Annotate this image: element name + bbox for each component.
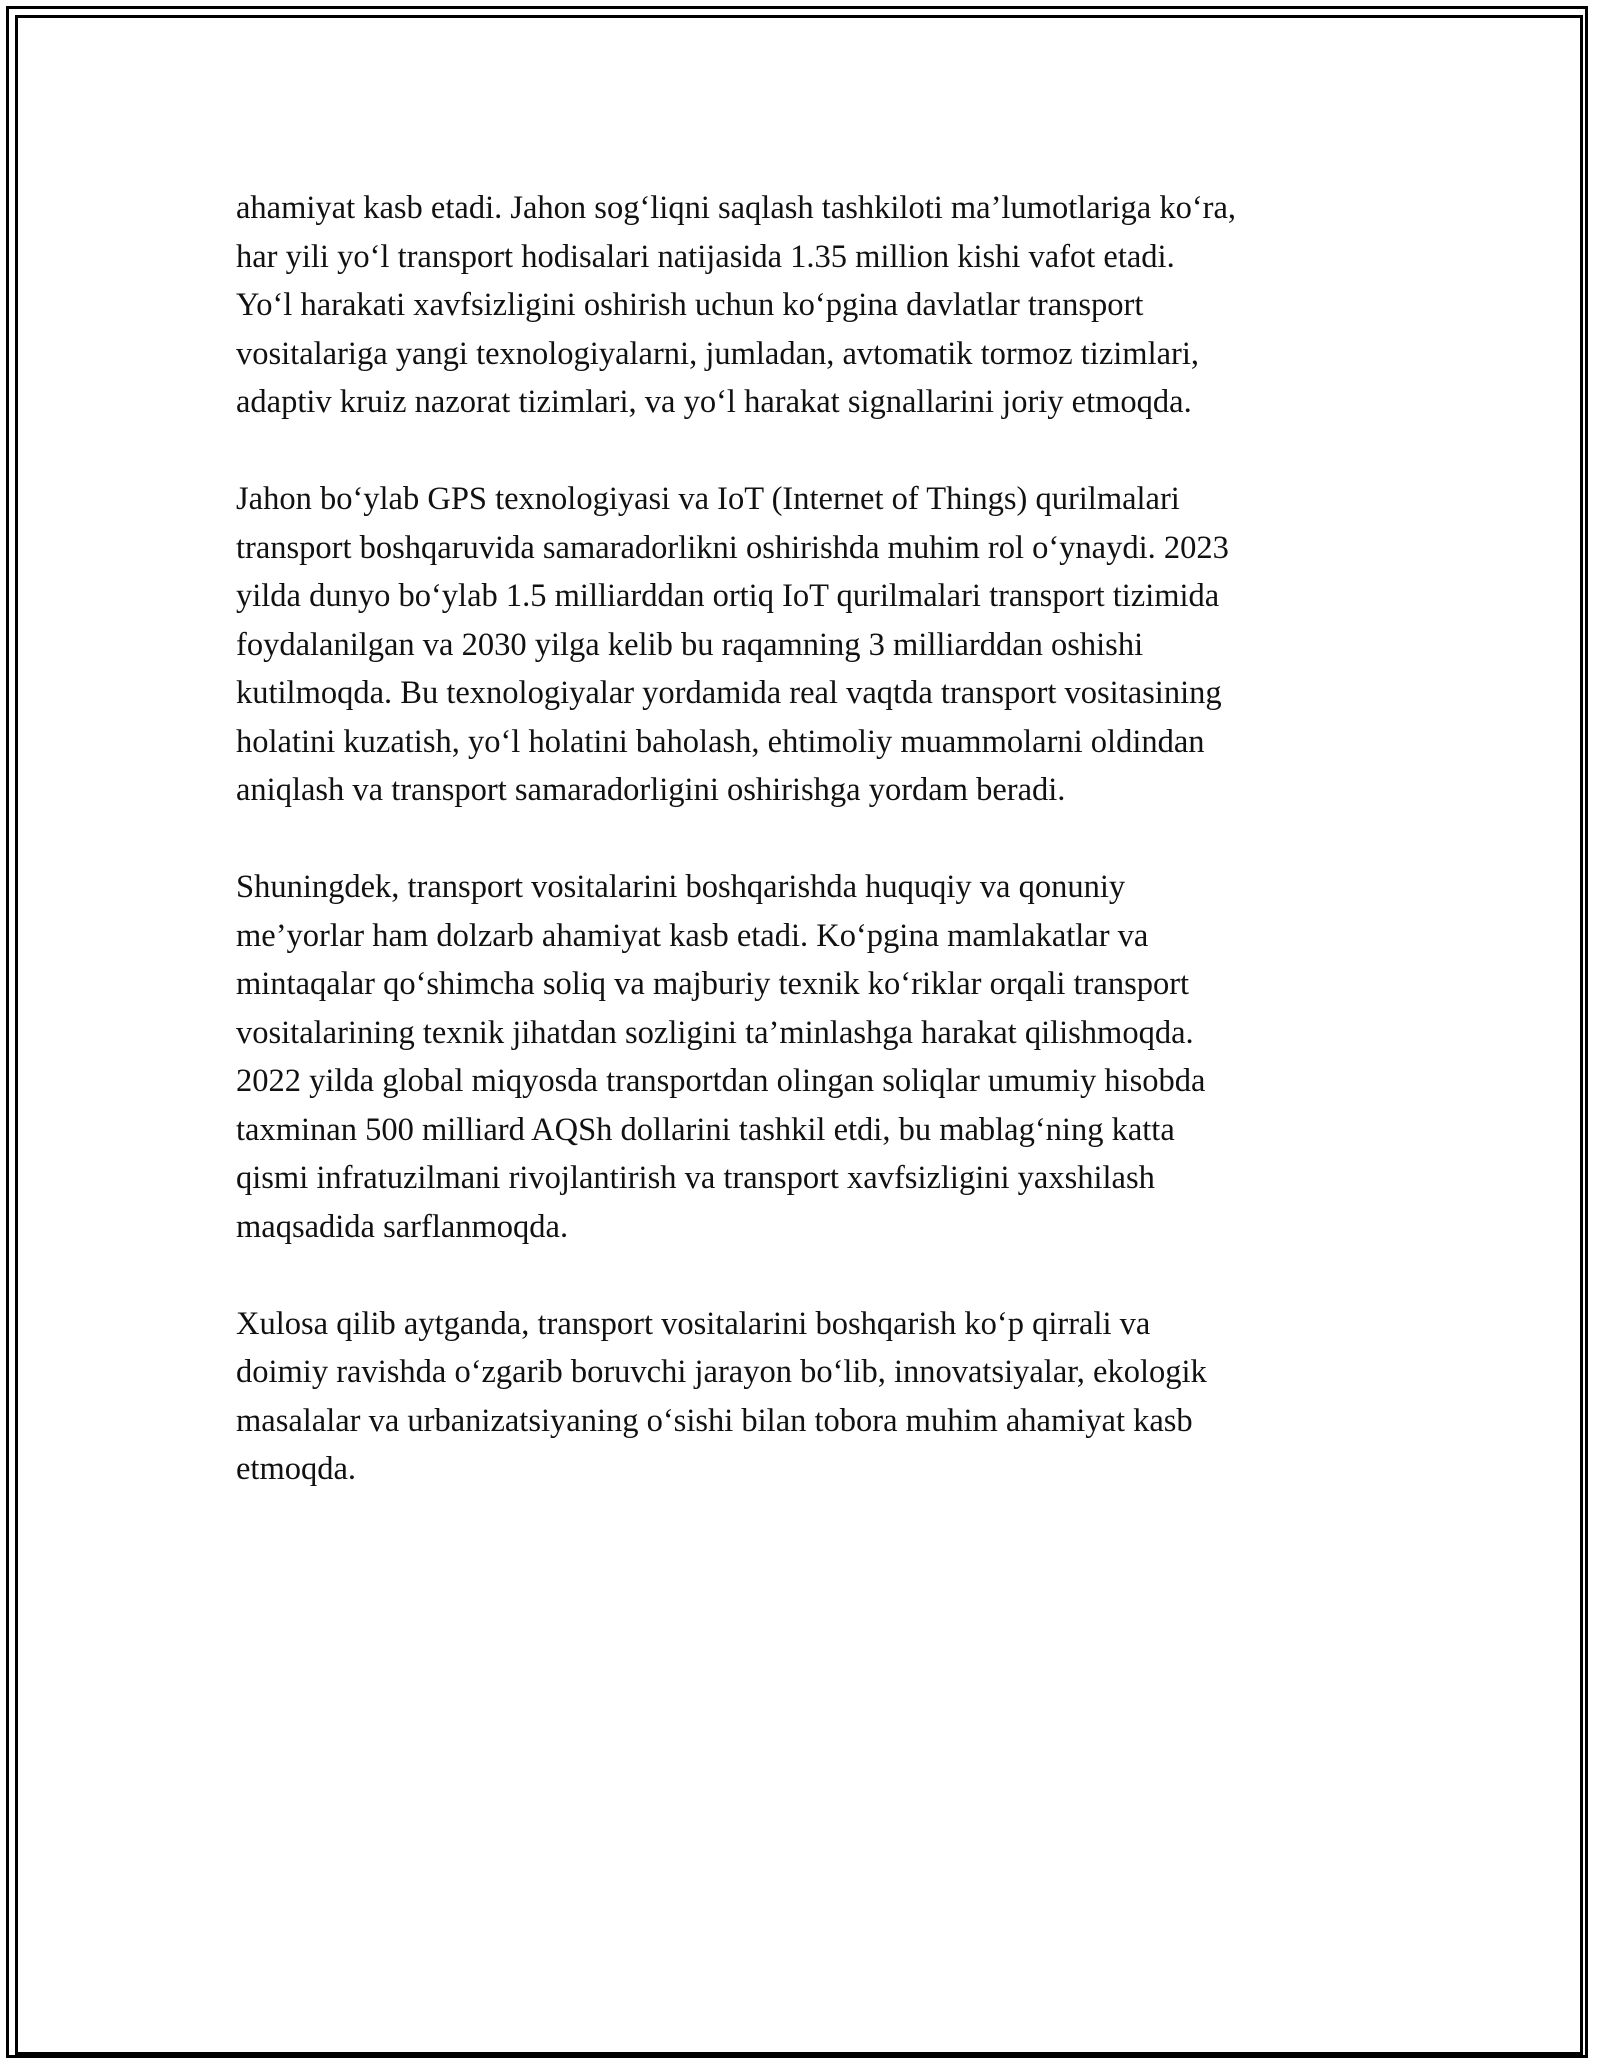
text-line: Yo‘l harakati xavfsizligini oshirish uchun ko‘pgina davlatlar transport <box>236 287 1144 323</box>
text-line: maqsadida sarflanmoqda. <box>236 1208 569 1245</box>
text-line: foydalanilgan va 2030 yilga kelib bu raqamning 3 milliarddan oshishi <box>236 626 1144 663</box>
text-line: ahamiyat kasb etadi. Jahon sog‘liqni saqlash tashkiloti ma’lumotlariga ko‘ra, <box>236 190 1237 226</box>
text-line: 2022 yilda global miqyosda transportdan olingan soliqlar umumiy hisobda <box>236 1063 1206 1099</box>
text-line: Xulosa qilib aytganda, transport vositalarini boshqarish ko‘p qirrali va <box>236 1305 1151 1342</box>
text-line: har yili yo‘l transport hodisalari natijasida 1.35 million kishi vafot etadi. <box>236 238 1175 275</box>
text-line: yilda dunyo bo‘ylab 1.5 milliarddan ortiq IoT qurilmalari transport tizimida <box>236 578 1220 614</box>
text-line: qismi infratuzilmani rivojlantirish va transport xavfsizligini yaxshilash <box>236 1160 1155 1196</box>
paragraph-legal-norms <box>236 863 1376 1251</box>
text-line: me’yorlar ham dolzarb ahamiyat kasb etadi. Ko‘pgina mamlakatlar va <box>236 917 1149 954</box>
text-line: kutilmoqda. Bu texnologiyalar yordamida real vaqtda transport vositasining <box>236 675 1222 711</box>
text-line: mintaqalar qo‘shimcha soliq va majburiy texnik ko‘riklar orqali transport <box>236 966 1190 1002</box>
text-line: doimiy ravishda o‘zgarib boruvchi jarayon bo‘lib, innovatsiyalar, ekologik <box>236 1354 1207 1390</box>
text-line: masalalar va urbanizatsiyaning o‘sishi bilan tobora muhim ahamiyat kasb <box>236 1402 1193 1439</box>
paragraph-gps-iot <box>236 475 1376 815</box>
text-line: etmoqda. <box>236 1451 357 1487</box>
text-line: adaptiv kruiz nazorat tizimlari, va yo‘l harakat signallarini joriy etmoqda. <box>236 384 1192 420</box>
text-line: vositalarining texnik jihatdan sozligini ta’minlashga harakat qilishmoqda. <box>236 1014 1194 1051</box>
text-line: vositalariga yangi texnologiyalarni, jumladan, avtomatik tormoz tizimlari, <box>236 335 1200 372</box>
text-line: transport boshqaruvida samaradorlikni oshirishda muhim rol o‘ynaydi. 2023 <box>236 529 1229 566</box>
document-body <box>236 184 1376 1494</box>
paragraph-conclusion <box>236 1300 1376 1494</box>
text-line: taxminan 500 milliard AQSh dollarini tashkil etdi, bu mablag‘ning katta <box>236 1111 1175 1148</box>
paragraph-road-safety <box>236 184 1376 427</box>
text-line: aniqlash va transport samaradorligini oshirishga yordam beradi. <box>236 772 1066 808</box>
text-line: holatini kuzatish, yo‘l holatini baholash, ehtimoliy muammolarni oldindan <box>236 723 1205 760</box>
text-line: Shuningdek, transport vositalarini boshqarishda huquqiy va qonuniy <box>236 869 1126 905</box>
text-line: Jahon bo‘ylab GPS texnologiyasi va IoT (Internet of Things) qurilmalari <box>236 481 1180 517</box>
